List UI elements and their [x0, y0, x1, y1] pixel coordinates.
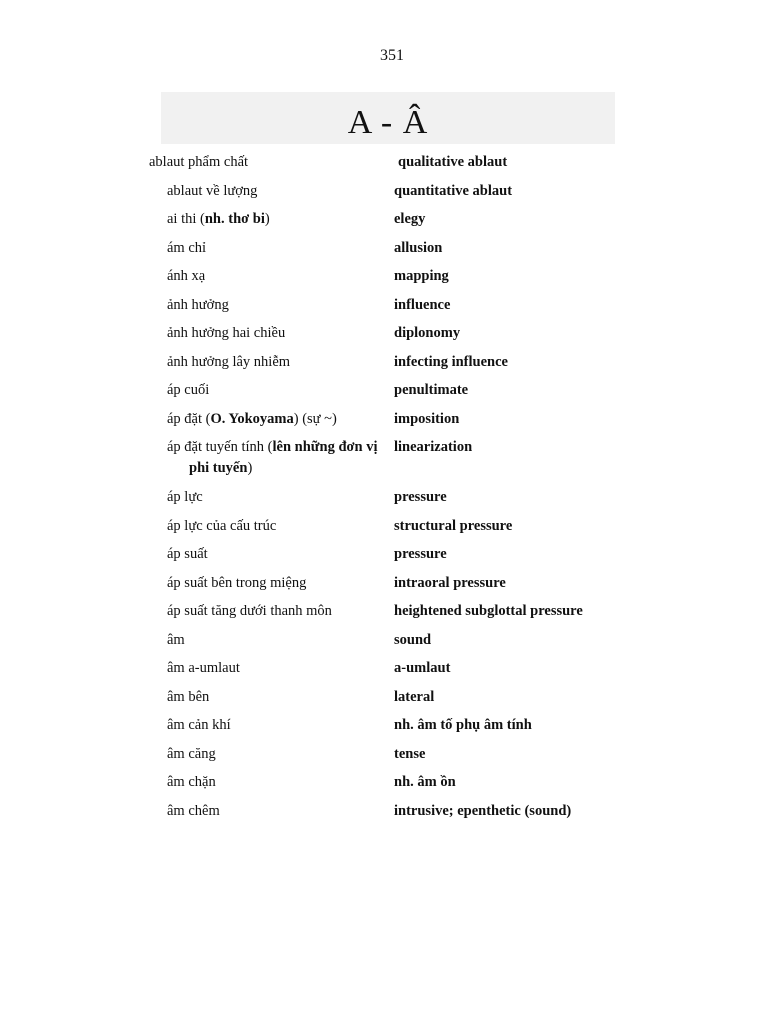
english-term: infecting influence: [394, 353, 508, 370]
vietnamese-term: áp suất: [167, 546, 208, 562]
term-text: ai thi (: [167, 211, 205, 227]
vietnamese-term: âm: [167, 631, 185, 648]
vietnamese-term: ảnh hưởng: [167, 296, 229, 313]
vietnamese-term: âm bên: [167, 688, 210, 705]
english-term: pressure: [394, 546, 447, 562]
english-term: sound: [394, 631, 432, 648]
vietnamese-term: ám chỉ: [167, 239, 207, 256]
english-term: influence: [394, 296, 451, 313]
english-term: allusion: [394, 239, 443, 256]
glossary-entry: [167, 352, 607, 381]
english-term: structural pressure: [394, 517, 513, 534]
glossary-entry: [167, 573, 607, 602]
term-text: ): [264, 211, 270, 227]
english-term: a-umlaut: [394, 660, 451, 676]
english-term: pressure: [394, 489, 447, 505]
glossary-entry: [167, 658, 607, 687]
vietnamese-term: âm căng: [167, 745, 216, 762]
glossary-entry: [167, 238, 607, 267]
glossary-entry: [167, 601, 607, 630]
term-note-bold: nh. thơ bi: [204, 211, 265, 227]
vietnamese-term: âm cản khí: [167, 717, 231, 733]
glossary-entry: [167, 544, 607, 573]
glossary-entry: [167, 323, 607, 352]
vietnamese-term: áp lực của cấu trúc: [167, 517, 277, 534]
glossary-entry: [167, 487, 607, 516]
vietnamese-term: ánh xạ: [167, 268, 206, 284]
english-term: diplonomy: [394, 325, 461, 341]
vietnamese-term: âm chêm: [167, 802, 220, 819]
glossary-entry: [167, 801, 607, 830]
english-term: nh. âm tố phụ âm tính: [394, 717, 532, 733]
glossary-entry: [167, 744, 607, 773]
glossary-entry: [167, 380, 607, 409]
vietnamese-term: áp suất tăng dưới thanh môn: [167, 603, 332, 619]
term-note-bold: O. Yokoyama: [210, 410, 294, 427]
vietnamese-term: [167, 209, 394, 230]
english-term: tense: [394, 745, 426, 762]
english-term: qualitative ablaut: [398, 154, 508, 170]
glossary-entry: [167, 715, 607, 744]
english-term: elegy: [394, 211, 426, 227]
glossary-entry: [167, 295, 607, 324]
term-note-bold: lên những đơn vị phi tuyến: [189, 439, 378, 476]
glossary-entry: [167, 687, 607, 716]
english-term: linearization: [394, 439, 473, 455]
glossary-entry: [167, 209, 607, 238]
english-term: intraoral pressure: [394, 574, 506, 591]
vietnamese-term: áp cuối: [167, 382, 210, 398]
english-term: quantitative ablaut: [394, 182, 513, 199]
vietnamese-term: âm chặn: [167, 774, 216, 790]
glossary-entry: [167, 181, 607, 210]
term-text: áp đặt tuyến tính (: [167, 439, 273, 455]
vietnamese-term: áp suất bên trong miệng: [167, 574, 307, 591]
term-text: ): [247, 460, 253, 476]
vietnamese-term: ảnh hưởng lây nhiễm: [167, 353, 291, 370]
vietnamese-term: ảnh hưởng hai chiều: [167, 325, 286, 341]
glossary-list: [149, 152, 607, 829]
english-term: imposition: [394, 410, 460, 427]
glossary-entry: [167, 630, 607, 659]
term-text: ) (sự ~): [293, 410, 337, 427]
glossary-entry: [167, 516, 607, 545]
vietnamese-term: áp lực: [167, 489, 203, 505]
glossary-entry: [167, 772, 607, 801]
term-text: áp đặt (: [167, 410, 211, 427]
glossary-entry: [149, 152, 607, 181]
section-header: A - Â: [161, 92, 615, 144]
glossary-entry: [167, 437, 607, 487]
english-term: lateral: [394, 688, 435, 705]
vietnamese-term: ablaut về lượng: [167, 182, 258, 199]
english-term: penultimate: [394, 382, 469, 398]
glossary-entry: [167, 266, 607, 295]
english-term: mapping: [394, 268, 449, 284]
vietnamese-term: ablaut phẩm chất: [149, 154, 249, 170]
page-number: 351: [380, 47, 404, 64]
vietnamese-term: âm a-umlaut: [167, 660, 240, 676]
english-term: heightened subglottal pressure: [394, 603, 583, 619]
vietnamese-term: [167, 437, 394, 479]
english-term: intrusive; epenthetic (sound): [394, 802, 572, 819]
english-term: nh. âm ồn: [394, 774, 456, 790]
glossary-entry: [167, 409, 607, 438]
vietnamese-term: [167, 409, 394, 430]
